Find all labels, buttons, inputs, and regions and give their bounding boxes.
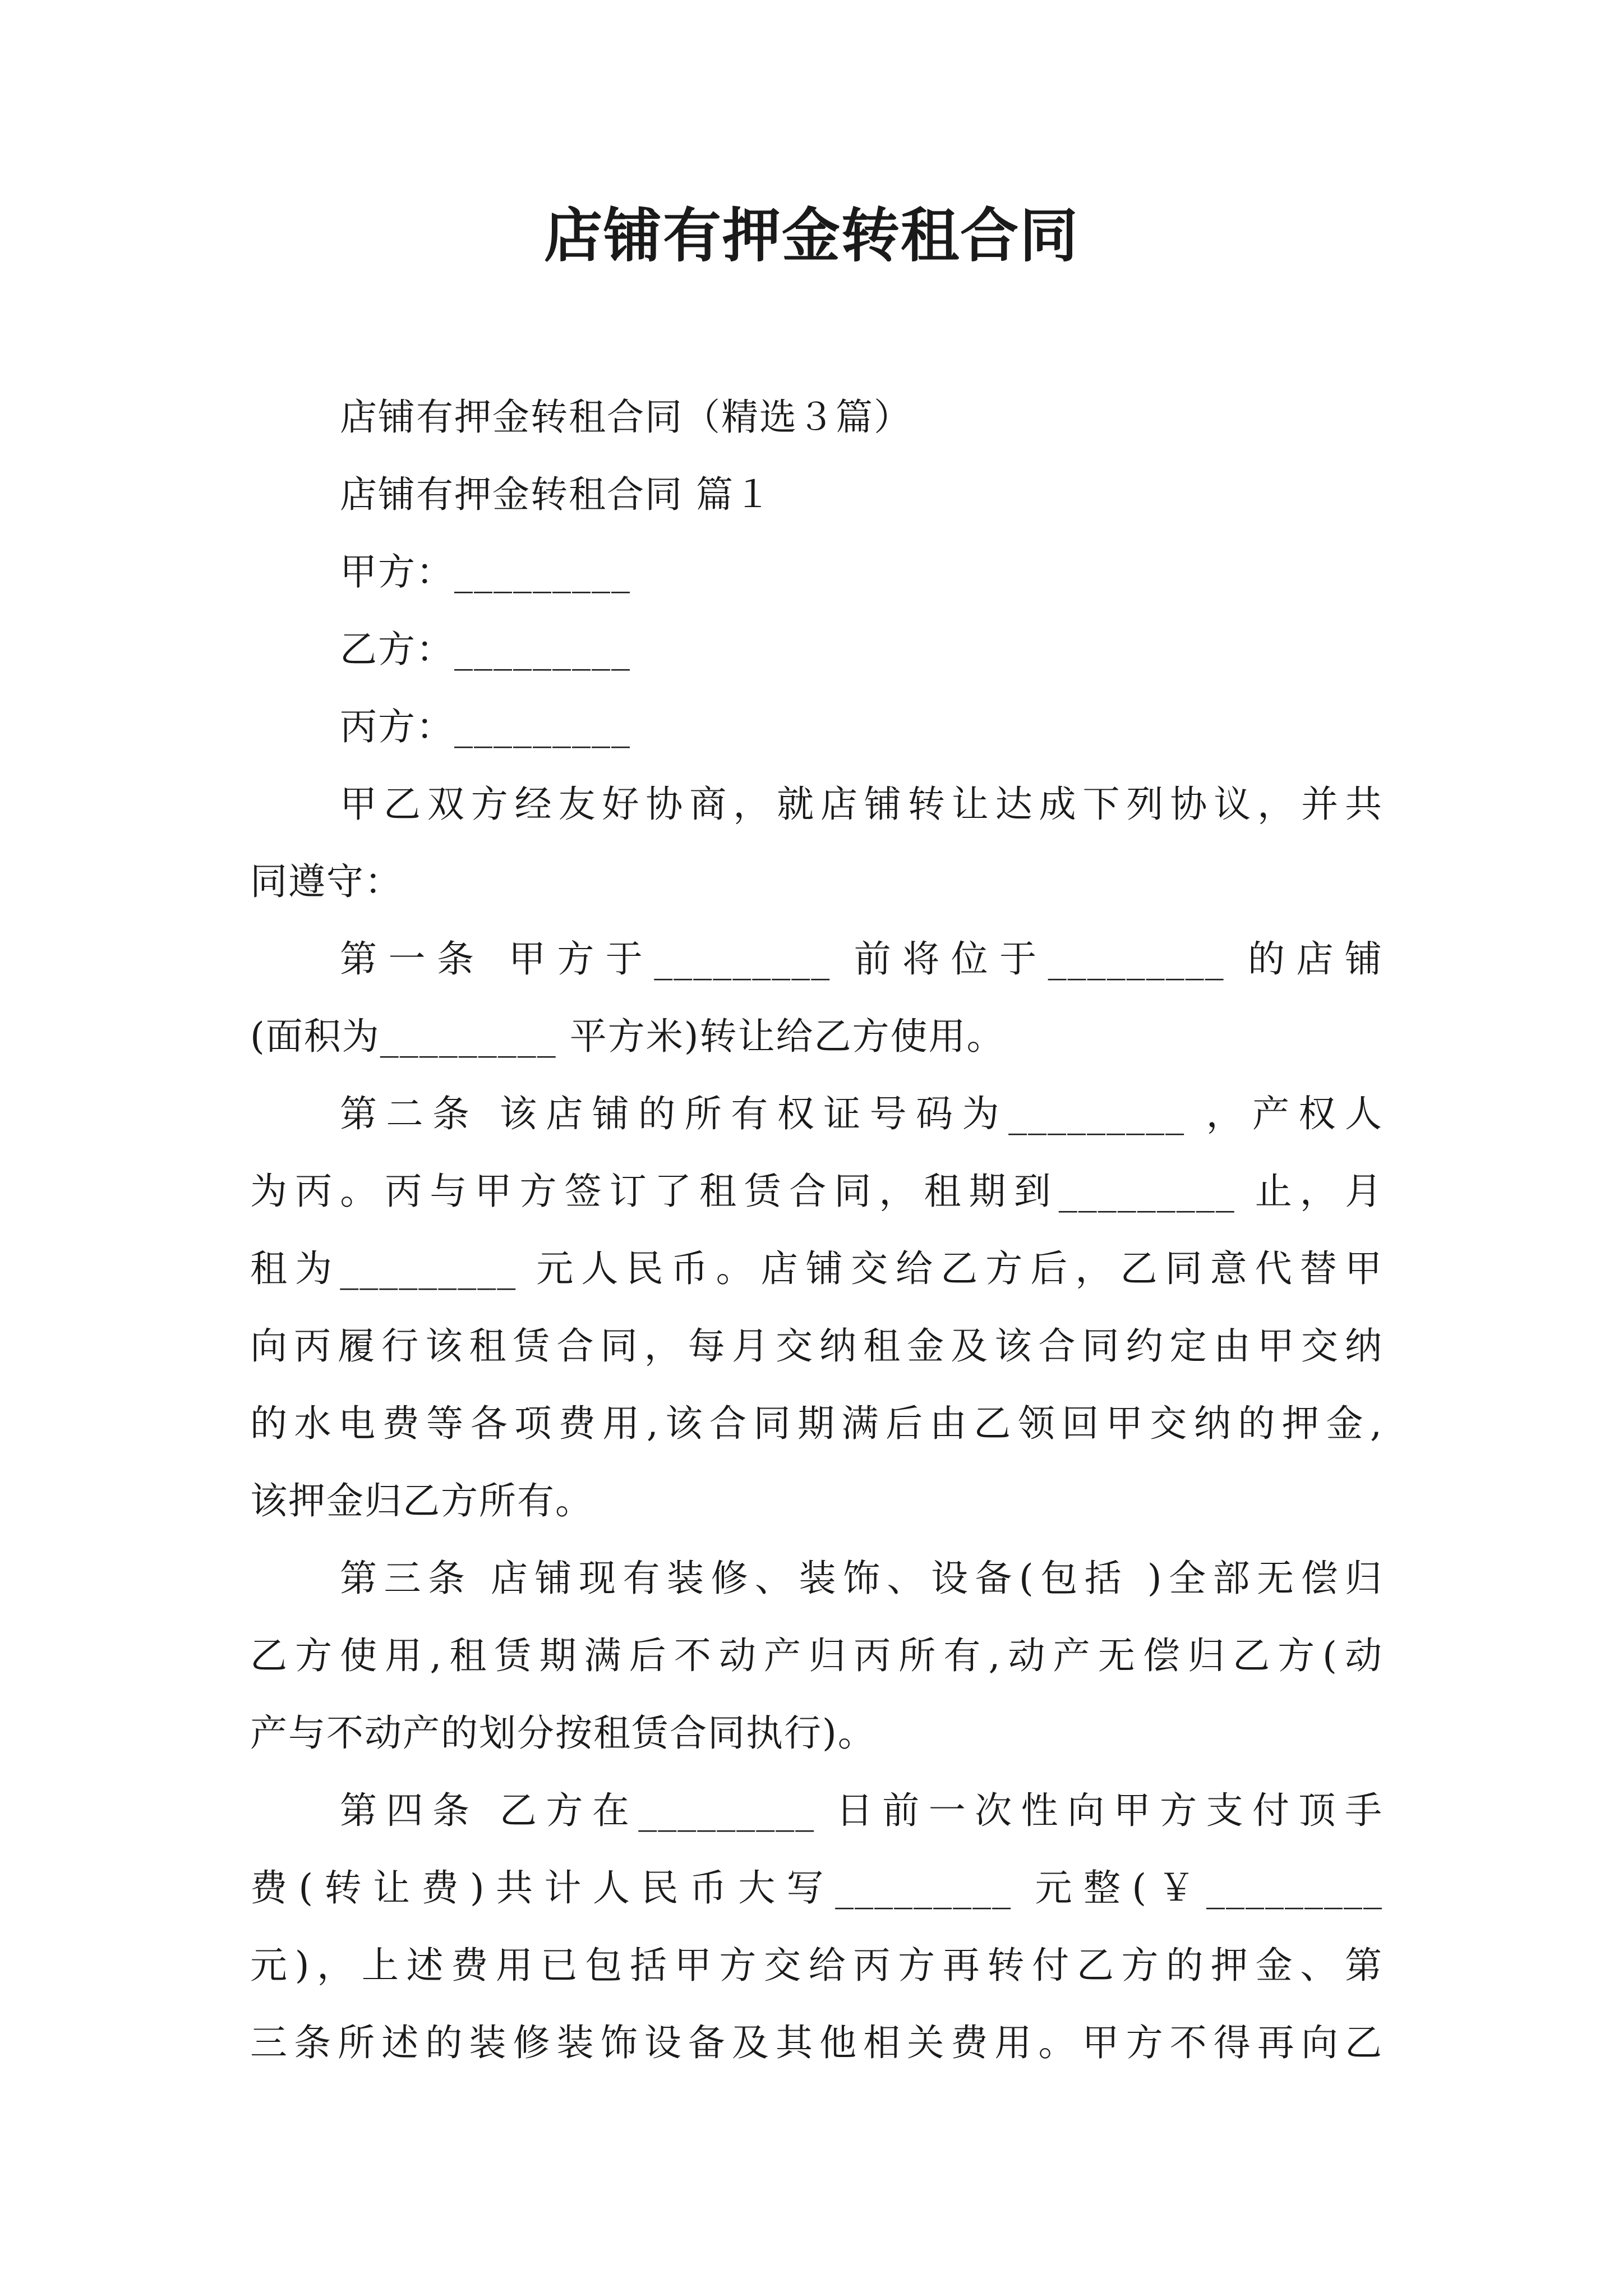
text-line: 产与不动产的划分按租赁合同执行)。	[250, 1711, 876, 1755]
text-line: 第三条 店铺现有装修、装饰、设备(包括 )全部无偿归	[340, 1557, 1383, 1600]
text-line: 第四条 乙方在_________ 日前一次性向甲方支付顶手	[340, 1789, 1383, 1832]
text-line: 三条所述的装修装饰设备及其他相关费用。甲方不得再向乙	[250, 2021, 1383, 2064]
text-line: 向丙履行该租赁合同，每月交纳租金及该合同约定由甲交纳	[250, 1324, 1383, 1368]
text-line: 丙方：_________	[340, 705, 631, 748]
text-line: 费(转让费)共计人民币大写_________ 元整(￥_________	[250, 1866, 1383, 1910]
document-title: 店铺有押金转租合同	[543, 201, 1079, 270]
text-line: 该押金归乙方所有。	[250, 1479, 593, 1522]
document-body	[250, 379, 1383, 2082]
text-line: 甲乙双方经友好协商，就店铺转让达成下列协议，并共	[340, 783, 1383, 826]
text-line: 店铺有押金转租合同（精选３篇）	[340, 395, 912, 439]
text-line: (面积为_________ 平方米)转让给乙方使用。	[250, 1015, 1005, 1058]
text-line: 租为_________ 元人民币。店铺交给乙方后，乙同意代替甲	[250, 1247, 1383, 1290]
text-line: 的水电费等各项费用,该合同期满后由乙领回甲交纳的押金,	[250, 1402, 1383, 1445]
text-line: 同遵守：	[250, 860, 403, 903]
text-line: 元)，上述费用已包括甲方交给丙方再转付乙方的押金、第	[250, 1944, 1383, 1987]
text-line: 店铺有押金转租合同 篇１	[340, 473, 772, 516]
text-line: 乙方：_________	[340, 628, 631, 671]
text-line: 第一条 甲方于_________ 前将位于_________ 的店铺	[340, 937, 1383, 981]
text-line: 为丙。丙与甲方签订了租赁合同，租期到_________ 止，月	[250, 1170, 1383, 1213]
text-line: 第二条 该店铺的所有权证号码为_________ ，产权人	[340, 1092, 1383, 1135]
text-line: 甲方：_________	[340, 550, 631, 593]
text-line: 乙方使用,租赁期满后不动产归丙所有,动产无偿归乙方(动	[250, 1634, 1383, 1677]
